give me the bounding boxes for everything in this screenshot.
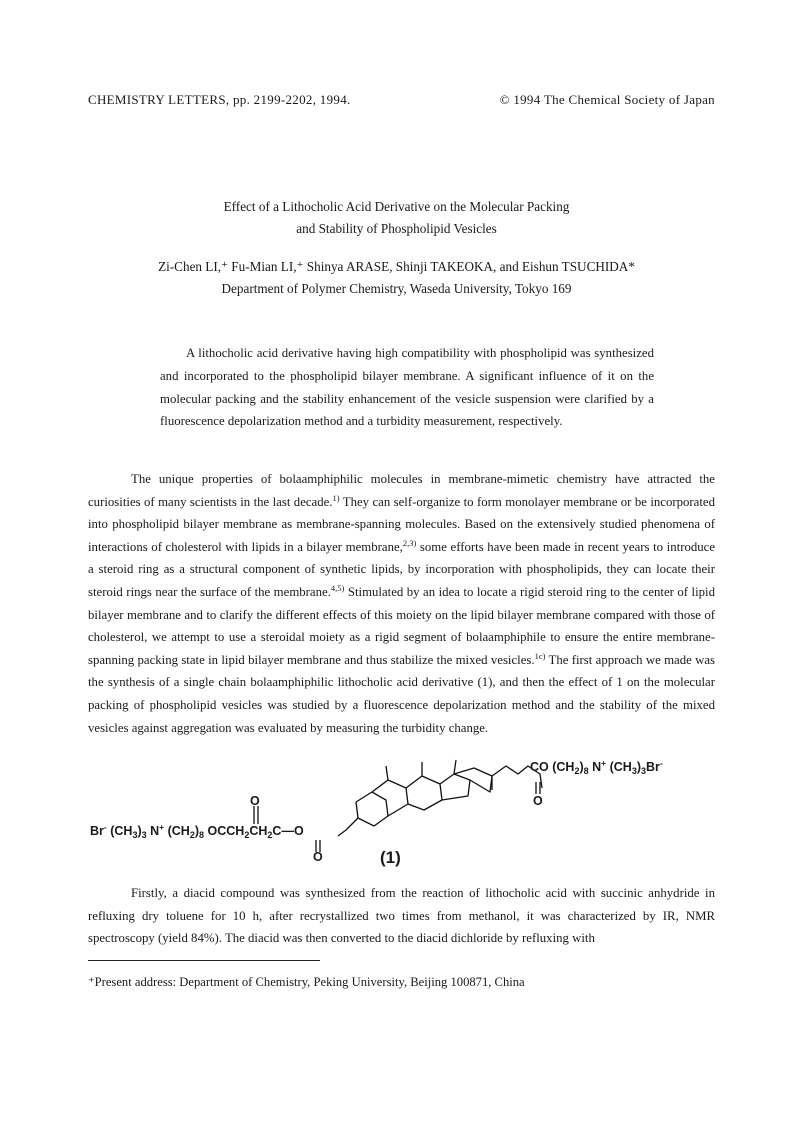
- ref-citation: 1c): [534, 650, 546, 661]
- intro-text-d: Stimulated by an idea to locate a rigid steroid ring to the center of lipid bilayer membrane and to clarify the different effects of this moiety on the lipid bilayer membrane compared with those of cholesterol, we attempt to use a steroidal moiety as a rigid segment of bolaamphiphile to ensure the entire membrane-spanning packing state in lipid bilayer membrane and thus stabilize the mixed vesicles.: [88, 584, 715, 667]
- left-headgroup-formula: Br- $(CH_3)_3$ N+ $(CH_2)_8$ $OCCH_2CH_2C—O$: [90, 822, 304, 840]
- succinyl-carbonyl-oxygen: O: [313, 850, 323, 864]
- footnote-rule: [88, 960, 320, 961]
- affiliation: Department of Polymer Chemistry, Waseda University, Tokyo 169: [221, 281, 572, 296]
- title-line-1: Effect of a Lithocholic Acid Derivative on the Molecular Packing: [223, 199, 570, 214]
- intro-text-c: some efforts have been made in recent years to introduce a steroid ring as a structural component of synthetic lipids, by incorporation with phospholipids, they can locate their steroid rings near the surface of the membrane.: [88, 539, 716, 599]
- copyright-notice: © 1994 The Chemical Society of Japan: [499, 92, 715, 107]
- intro-paragraph: [88, 468, 715, 739]
- intro-text-b: They can self-organize to form monolayer membrane or be incorporated into phospholipid bilayer membrane as membrane-spanning molecules. Based on the extensively studied phenomena of interactions of cholesterol with lipids in a bilayer membrane,: [88, 494, 715, 554]
- author-names: Zi-Chen LI,⁺ Fu-Mian LI,⁺ Shinya ARASE, Shinji TAKEOKA, and Eishun TSUCHIDA*: [158, 259, 635, 274]
- abstract-text: A lithocholic acid derivative having high compatibility with phospholipid was synthesized and incorporated to the phospholipid bilayer membrane. A significant influence of it on the molecular packing and the stability enhancement of the vesicle suspension were clarified by a fluorescence depolarization method and a turbidity measurement, respectively.: [160, 346, 654, 429]
- paper-title: [0, 196, 793, 240]
- ref-citation: 4,5): [330, 582, 345, 593]
- synthesis-section: [88, 882, 715, 950]
- journal-citation: CHEMISTRY LETTERS, pp. 2199-2202, 1994.: [88, 92, 351, 107]
- ref-citation: 1): [332, 492, 340, 503]
- intro-text-a: The unique properties of bolaamphiphilic molecules in membrane-mimetic chemistry have attracted the curiosities of many scientists in the last decade.: [88, 472, 715, 509]
- chemical-structure-figure: [88, 744, 715, 874]
- author-block: [0, 256, 793, 300]
- intro-text-e: The first approach we made was the synthesis of a single chain bolaamphiphilic lithocholic acid derivative (1), and then the effect of 1 on the molecular packing of phospholipid vesicles was studied by a fluorescence depolarization method and the stability of the mixed vesicles against aggregation was evaluated by measuring the turbidity change.: [88, 652, 715, 735]
- ref-citation: 2,3): [402, 537, 417, 548]
- right-carbonyl-oxygen: O: [533, 794, 543, 808]
- abstract: [160, 342, 654, 433]
- introduction: [88, 468, 715, 739]
- synthesis-paragraph: Firstly, a diacid compound was synthesized from the reaction of lithocholic acid with succinic anhydride in refluxing dry toluene for 10 h, after recrystallized two times from methanol, it was characterized by IR, NMR spectroscopy (yield 84%). The diacid was then converted to the diacid dichloride by refluxing with: [88, 886, 715, 946]
- compound-label: (1): [380, 848, 401, 867]
- left-ester-oxygen: O: [250, 794, 260, 808]
- title-line-2: and Stability of Phospholipid Vesicles: [296, 221, 497, 236]
- right-headgroup-formula: CO $(CH_2)_8$ N+ $(CH_3)_3Br^-$: [530, 758, 663, 776]
- footnote: ⁺Present address: Department of Chemistry, Peking University, Beijing 100871, China: [88, 975, 525, 989]
